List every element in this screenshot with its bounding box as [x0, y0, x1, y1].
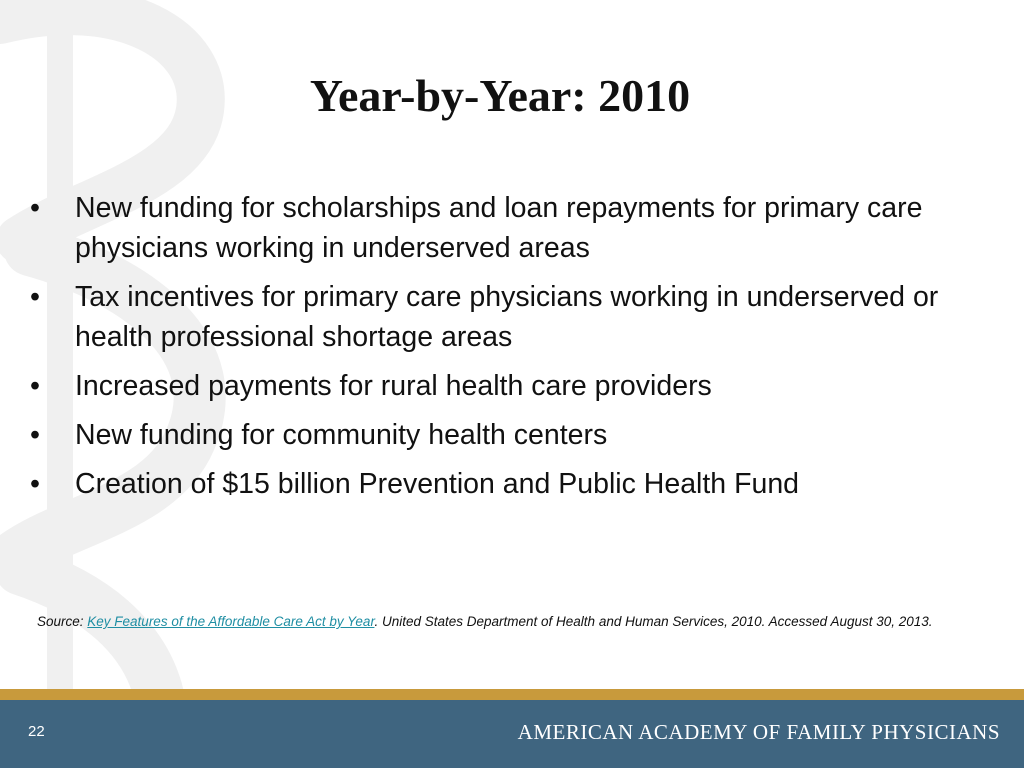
source-prefix: Source:: [37, 614, 88, 629]
bullet-item: [30, 188, 980, 268]
bullet-marker: •: [30, 370, 40, 402]
page-number: 22: [28, 723, 45, 740]
bullet-marker: •: [30, 281, 40, 313]
bullet-text: Tax incentives for primary care physicians working in underserved or health professional shortage areas: [75, 281, 939, 353]
bullet-item: [30, 277, 980, 357]
footer-bar: [0, 700, 1024, 768]
source-suffix: . United States Department of Health and Human Services, 2010. Accessed August 30, 2013.: [374, 614, 933, 629]
bullet-item: [30, 464, 980, 504]
bullet-text: New funding for scholarships and loan repayments for primary care physicians working in underserved areas: [75, 192, 923, 264]
source-citation: [37, 612, 987, 631]
footer-accent-bar: [0, 689, 1024, 700]
bullet-marker: •: [30, 192, 40, 224]
bullet-marker: •: [30, 419, 40, 451]
bullet-item: [30, 366, 980, 406]
slide-title: Year-by-Year: 2010: [309, 70, 691, 121]
bullet-marker: •: [30, 468, 40, 500]
bullet-list: [30, 188, 980, 513]
bullet-text: New funding for community health centers: [75, 419, 608, 451]
bullet-text: Creation of $15 billion Prevention and Public Health Fund: [75, 468, 800, 500]
bullet-text: Increased payments for rural health care providers: [75, 370, 712, 402]
organization-name: AMERICAN ACADEMY OF FAMILY PHYSICIANS: [517, 720, 1000, 744]
source-link[interactable]: Key Features of the Affordable Care Act by Year: [87, 614, 375, 629]
bullet-item: [30, 415, 980, 455]
